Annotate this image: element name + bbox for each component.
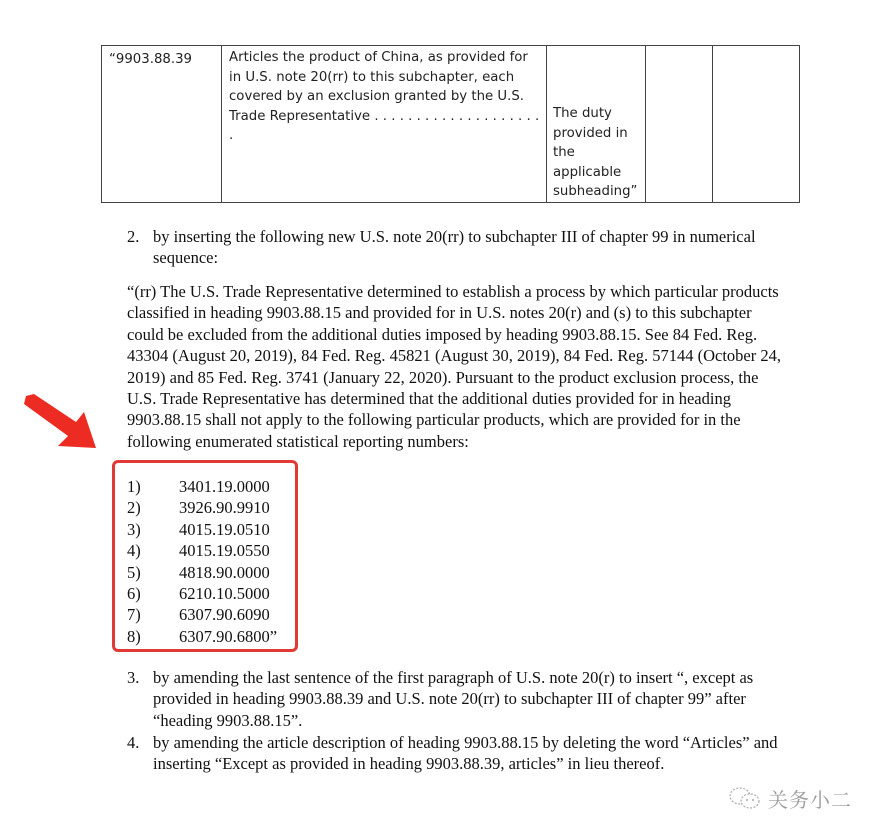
item-text: by inserting the following new U.S. note 20(rr) to subchapter III of chapter 99 in numerical sequence: (153, 227, 756, 268)
statistical-number: 3926.90.9910 (179, 498, 270, 518)
item-index: 5) (127, 562, 141, 582)
empty-cell (646, 46, 713, 203)
heading-number: “9903.88.39 (109, 52, 193, 67)
statistical-number: 6307.90.6800” (179, 626, 278, 646)
reporting-numbers-list (127, 476, 277, 647)
duty-rate: The duty provided in the applicable subheading” (553, 106, 638, 200)
heading-cell (102, 46, 222, 203)
statistical-number: 4818.90.0000 (179, 562, 270, 582)
note-20rr-paragraph: “(rr) The U.S. Trade Representative determined to establish a process by which particular products classified in heading 9903.88.15 and provided for in U.S. notes 20(r) and (s) to this subchapter could be excluded from the additional duties imposed by heading 9903.88.15. See 84 Fed. Reg. 43304 (August 20, 2019), 84 Fed. Reg. 45821 (August 30, 2019), 84 Fed. Reg. 57144 (October 24, 2019) and 85 Fed. Reg. 3741 (January 22, 2020). Pursuant to the product exclusion process, the U.S. Trade Representative has determined that the additional duties provided for in heading 9903.88.15 shall not apply to the following particular products, which are provided for in the following enumerated statistical reporting numbers: (127, 282, 781, 451)
item-index: 4) (127, 541, 141, 561)
item-index: 8) (127, 626, 141, 646)
statistical-number: 6307.90.6090 (179, 605, 270, 625)
statistical-number: 3401.19.0000 (179, 477, 270, 496)
watermark-text: 关务小二 (768, 788, 852, 812)
list-item-2 (127, 226, 787, 269)
statistical-number: 4015.19.0550 (179, 541, 270, 561)
list-item (127, 519, 277, 540)
wechat-icon (728, 786, 762, 812)
article-description: Articles the product of China, as provided for in U.S. note 20(rr) to this subchapter, each covered by an exclusion granted by the U.S. Trade Representative . . . . . . . . . . . . . . . . . . . . . (229, 50, 540, 144)
table-row (102, 46, 800, 203)
statistical-number: 6210.10.5000 (179, 583, 270, 603)
empty-cell (713, 46, 800, 203)
watermark (728, 784, 852, 813)
item-index: 6) (127, 583, 141, 603)
list-item (127, 497, 277, 518)
list-item-4 (127, 732, 787, 775)
item-index: 1) (127, 477, 141, 496)
list-item (127, 476, 277, 497)
item-index: 2) (127, 498, 141, 518)
item-text: by amending the last sentence of the first paragraph of U.S. note 20(r) to insert “, except as provided in heading 9903.88.39 and U.S. note 20(rr) to subchapter III of chapter 99” after “heading 9903.88.15”. (153, 668, 754, 730)
list-item (127, 540, 277, 561)
red-arrow-icon (24, 394, 100, 450)
item-text: by amending the article description of heading 9903.88.15 by deleting the word “Articles” and inserting “Except as provided in heading 9903.88.39, articles” in lieu thereof. (153, 733, 778, 774)
list-item (127, 562, 277, 583)
list-item-3 (127, 667, 787, 731)
list-item (127, 626, 277, 647)
list-item (127, 604, 277, 625)
rate-cell (547, 46, 646, 203)
item-index: 7) (127, 605, 141, 625)
item-index: 3) (127, 519, 141, 539)
tariff-table (101, 45, 800, 203)
list-item (127, 583, 277, 604)
item-number: 4. (127, 733, 140, 752)
item-number: 3. (127, 668, 140, 687)
statistical-number: 4015.19.0510 (179, 519, 270, 539)
description-cell (222, 46, 547, 203)
item-number: 2. (127, 227, 140, 246)
